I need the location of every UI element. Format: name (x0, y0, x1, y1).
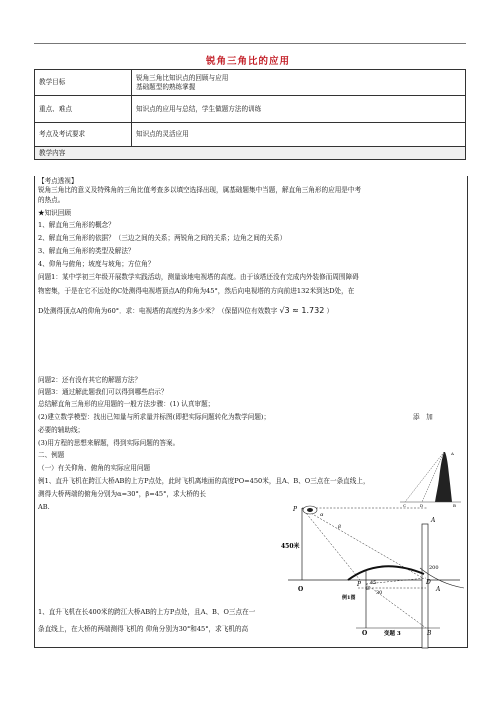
text-line: 的热点。 (38, 196, 65, 204)
text-line: 1、解直角三角形的概念？ (38, 221, 115, 229)
header-rule (34, 43, 466, 44)
text-segment: D处测得顶点A的仰角为60°．求：电视塔的高度约为多少米？（保留四位有效数字 (38, 307, 278, 315)
goal-line-1: 锐角三角比知识点的回顾与应用 (136, 73, 229, 82)
key-value: 知识点的应用与总结，学生做题方法的训练 (132, 96, 466, 123)
text-line: 添 加 (413, 413, 433, 421)
sqrt-expression: √3 ≈ 1.732 (279, 306, 325, 315)
goal-value (132, 70, 466, 96)
label-o-top: O (298, 586, 304, 593)
label-a-base: A (436, 586, 441, 593)
label-beta: β (338, 524, 341, 530)
text-line: 条直线上，在大桥的两端测得飞机的 仰角分别为30°和45°，求飞机的高 (38, 625, 249, 633)
label-d: D (420, 503, 424, 508)
text-line (38, 306, 333, 316)
label-height: 450米 (281, 543, 300, 550)
variant-caption: 变题 3 (384, 631, 401, 637)
exam-value: 知识点的灵活应用 (132, 123, 466, 147)
text-line: 3、解直角三角形的类型及解法？ (38, 247, 135, 255)
exam-label: 考点及考试要求 (35, 123, 132, 147)
page-title: 锐角三角比的应用 (205, 56, 290, 67)
label-angle45: 45 (370, 580, 377, 586)
section-heading: 【考点透视】 (38, 177, 78, 185)
text-line: 2、解直角三角形的依据？（三边之间的关系；两锐角之间的关系；边角之间的关系） (38, 234, 287, 242)
label-200: 200 (429, 565, 439, 571)
text-line: 锐角三角比的意义及特殊角的三角比值考查多以填空选择出现，属基础题集中当题，解直角三角形的应用是中考 (38, 186, 362, 194)
label-d: D (426, 579, 431, 586)
text-line: (3)用方程的思想来解题，得到实际问题的答案。 (38, 439, 180, 447)
text-line: 总结解直角三角形的应用题的一般方法步骤：(1) 认真审题； (38, 400, 215, 408)
text-line: （一）有关仰角、俯角的实际应用问题 (38, 464, 151, 472)
label-b: B (453, 503, 456, 508)
label-alpha: α (320, 512, 324, 518)
label-c: C (403, 503, 407, 508)
label-a: A (451, 451, 454, 456)
text-line: AB. (38, 503, 50, 511)
label-p-low: P (357, 581, 362, 588)
text-line: 必要的辅助线； (38, 426, 85, 434)
text-line: 问题3：通过解此题我们可以得到哪些启示？ (38, 388, 168, 396)
label-p-top: P (293, 506, 298, 513)
label-a-right: A (431, 517, 436, 524)
key-label: 重点、难点 (35, 96, 132, 123)
text-line: 物密集，于是在它不远处的C处测得电视塔顶点A的仰角为45°，然后向电视塔的方向前进132米到达D处，在 (38, 287, 355, 295)
text-line: 问题1：某中学初三年级开展数学实践活动，测量该地电视塔的高度。由于该塔还没有完成内外装修而周围障碍 (38, 273, 359, 281)
figure-caption: 例1图 (342, 595, 356, 601)
text-line: 例1、直升飞机在跨江大桥AB的上方P点处，此时飞机离地面的高度PO=450米，且A、B、O三点在一条直线上， (38, 477, 370, 485)
text-line: 1、直升飞机在长400米的跨江大桥AB的上方P点处，且A、B、O三点在一 (38, 608, 256, 616)
section-heading: 二、例题 (38, 451, 65, 459)
text-line: 4、仰角与俯角；坡度与坡角；方位角？ (38, 260, 155, 268)
label-o-low: O (362, 630, 368, 637)
bridge-figure (280, 498, 466, 646)
label-b-mid: B (366, 586, 370, 592)
text-line: (2)建立数学模型：找出已知量与所求量并标图(即把实际问题转化为数学问题)； (38, 413, 271, 421)
label-b-base: B (427, 630, 432, 637)
content-label: 教学内容 (35, 147, 466, 160)
text-line: 问题2：还有没有其它的解题方法？ (38, 376, 142, 384)
info-table (34, 69, 466, 160)
label-angle30: 30 (376, 590, 383, 596)
goal-line-2: 基础题型的熟练掌握 (136, 82, 196, 91)
text-line: 测得大桥两端的俯角分别为α=30°，β=45°，求大桥的长 (38, 490, 206, 498)
section-heading: ★知识回顾 (38, 209, 71, 217)
text-segment: ） (326, 307, 334, 315)
tower-figure (395, 449, 481, 508)
goal-label: 教学目标 (35, 70, 132, 96)
